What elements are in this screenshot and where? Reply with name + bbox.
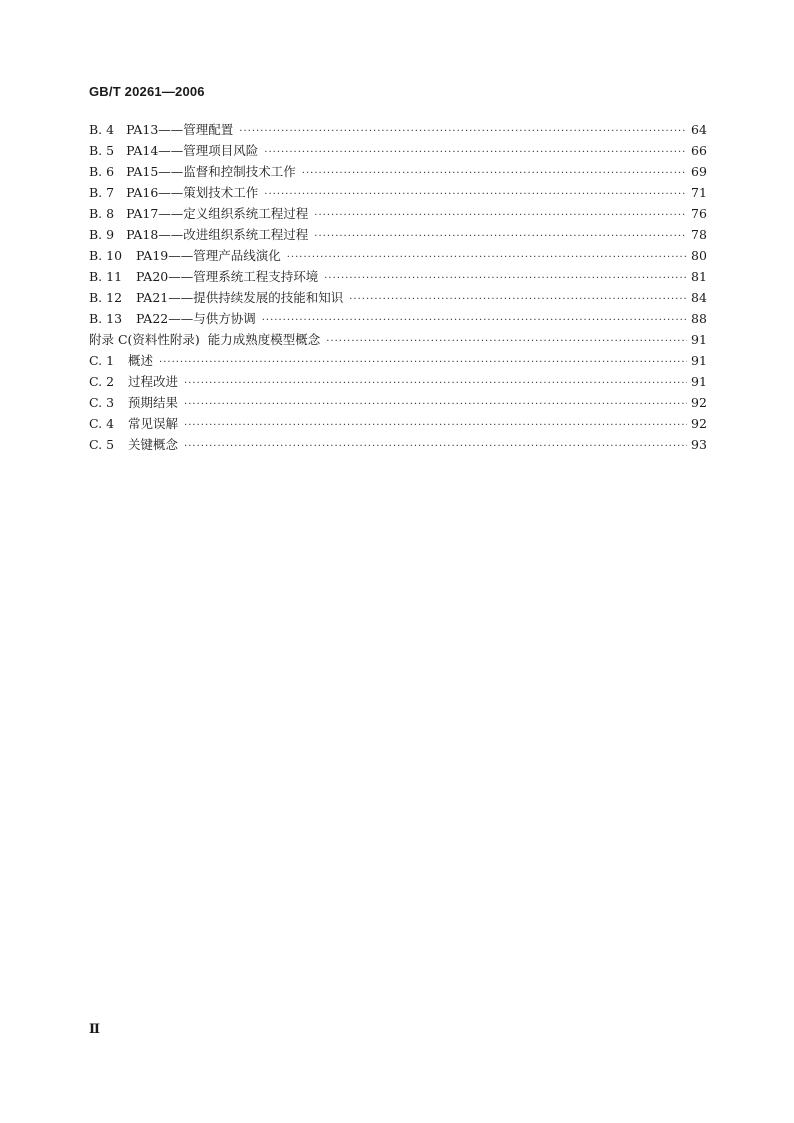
toc-leader xyxy=(262,310,687,331)
toc-leader xyxy=(184,394,687,415)
toc-page-number: 71 xyxy=(691,185,707,200)
toc-number: C. 4 xyxy=(89,416,115,431)
toc-page-number: 81 xyxy=(691,269,707,284)
toc-number: B. 8 xyxy=(89,206,115,221)
toc-leader xyxy=(287,247,687,268)
table-of-contents xyxy=(89,119,705,455)
toc-leader xyxy=(324,268,687,289)
toc-number: B. 5 xyxy=(89,143,115,158)
toc-entry-b11[interactable] xyxy=(89,266,705,287)
toc-entry-b13[interactable] xyxy=(89,308,705,329)
toc-title: PA13——管理配置 xyxy=(126,122,234,137)
toc-leader xyxy=(326,331,687,352)
toc-leader xyxy=(184,415,687,436)
toc-number: C. 2 xyxy=(89,374,115,389)
toc-leader xyxy=(159,352,687,373)
toc-entry-c1[interactable] xyxy=(89,350,705,371)
toc-leader xyxy=(239,121,687,142)
toc-number: B. 6 xyxy=(89,164,115,179)
toc-page-number: 78 xyxy=(691,227,707,242)
toc-number: C. 1 xyxy=(89,353,115,368)
toc-title: 预期结果 xyxy=(128,395,179,410)
toc-number: B. 12 xyxy=(89,290,123,305)
toc-title: 过程改进 xyxy=(128,374,179,389)
toc-entry-b7[interactable] xyxy=(89,182,705,203)
toc-page-number: 64 xyxy=(691,122,707,137)
toc-number: B. 7 xyxy=(89,185,115,200)
toc-number: C. 3 xyxy=(89,395,115,410)
toc-page-number: 92 xyxy=(691,395,707,410)
toc-title: 关键概念 xyxy=(128,437,179,452)
toc-leader xyxy=(264,184,687,205)
toc-page-number: 91 xyxy=(691,353,707,368)
toc-page-number: 69 xyxy=(691,164,707,179)
toc-leader xyxy=(314,226,687,247)
toc-number: B. 13 xyxy=(89,311,123,326)
toc-title: PA20——管理系统工程支持环境 xyxy=(136,269,319,284)
toc-title: PA15——监督和控制技术工作 xyxy=(126,164,296,179)
page-number: Ⅱ xyxy=(89,1022,100,1037)
toc-number: B. 10 xyxy=(89,248,123,263)
toc-title: PA22——与供方协调 xyxy=(136,311,256,326)
toc-page-number: 88 xyxy=(691,311,707,326)
toc-page-number: 92 xyxy=(691,416,707,431)
toc-page-number: 93 xyxy=(691,437,707,452)
toc-entry-b8[interactable] xyxy=(89,203,705,224)
toc-entry-b4[interactable] xyxy=(89,119,705,140)
toc-number: B. 11 xyxy=(89,269,123,284)
toc-page-number: 84 xyxy=(691,290,707,305)
toc-leader xyxy=(349,289,687,310)
toc-title: PA18——改进组织系统工程过程 xyxy=(126,227,309,242)
standard-code: GB/T 20261—2006 xyxy=(89,84,205,99)
toc-number: C. 5 xyxy=(89,437,115,452)
toc-page-number: 66 xyxy=(691,143,707,158)
toc-title: PA17——定义组织系统工程过程 xyxy=(126,206,309,221)
toc-leader xyxy=(264,142,687,163)
toc-title: PA16——策划技术工作 xyxy=(126,185,259,200)
toc-leader xyxy=(302,163,687,184)
toc-entry-c2[interactable] xyxy=(89,371,705,392)
toc-title: 附录 C(资料性附录) 能力成熟度模型概念 xyxy=(89,332,321,347)
toc-leader xyxy=(184,373,687,394)
toc-entry-b12[interactable] xyxy=(89,287,705,308)
toc-entry-c4[interactable] xyxy=(89,413,705,434)
toc-entry-c3[interactable] xyxy=(89,392,705,413)
toc-entry-b10[interactable] xyxy=(89,245,705,266)
toc-page-number: 91 xyxy=(691,374,707,389)
toc-page-number: 76 xyxy=(691,206,707,221)
toc-page-number: 80 xyxy=(691,248,707,263)
toc-entry-b9[interactable] xyxy=(89,224,705,245)
toc-entry-b5[interactable] xyxy=(89,140,705,161)
toc-title: PA19——管理产品线演化 xyxy=(136,248,281,263)
toc-title: PA14——管理项目风险 xyxy=(126,143,259,158)
toc-title: 常见误解 xyxy=(128,416,179,431)
toc-entry-appendix-c[interactable] xyxy=(89,329,705,350)
toc-number: B. 9 xyxy=(89,227,115,242)
toc-leader xyxy=(314,205,687,226)
toc-title: 概述 xyxy=(128,353,154,368)
toc-page-number: 91 xyxy=(691,332,707,347)
toc-entry-b6[interactable] xyxy=(89,161,705,182)
toc-title: PA21——提供持续发展的技能和知识 xyxy=(136,290,344,305)
toc-leader xyxy=(184,436,687,457)
toc-number: B. 4 xyxy=(89,122,115,137)
toc-entry-c5[interactable] xyxy=(89,434,705,455)
